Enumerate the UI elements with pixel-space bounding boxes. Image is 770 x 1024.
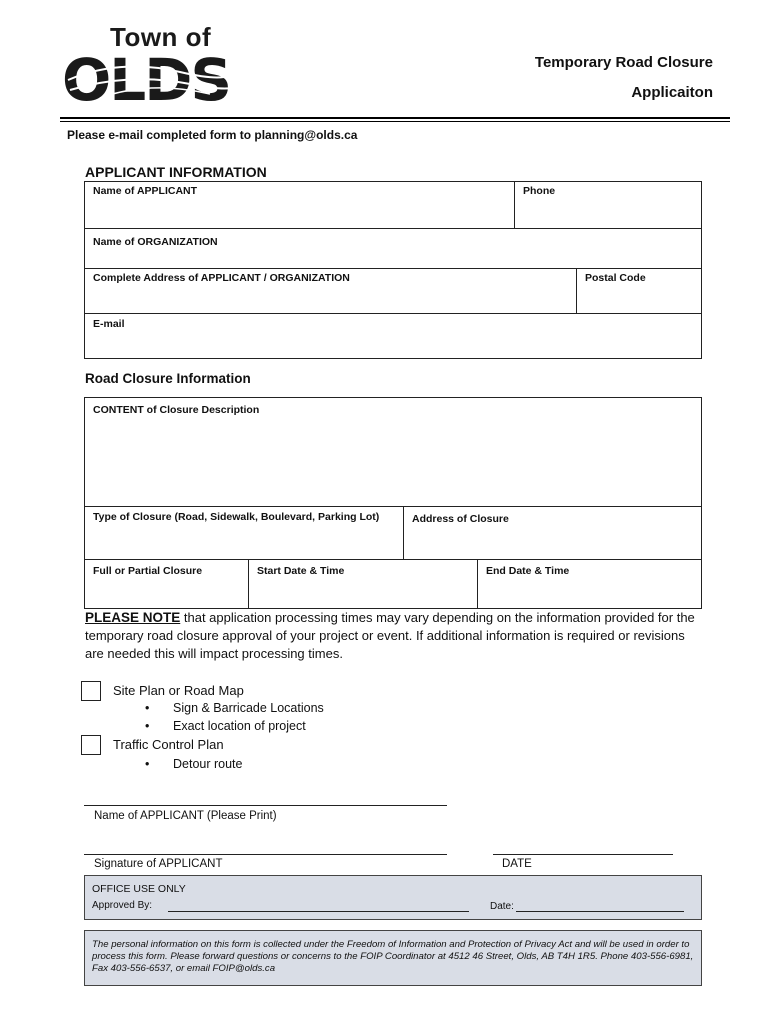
closure-description-label: CONTENT of Closure Description [93,404,260,416]
organization-label: Name of ORGANIZATION [93,236,218,248]
email-instruction: Please e-mail completed form to planning@olds.ca [67,128,358,142]
phone-field[interactable] [514,181,702,229]
approved-by-label: Approved By: [92,900,153,911]
closure-description-field[interactable] [84,397,702,507]
end-datetime-field[interactable] [477,559,702,609]
exact-location-item: Exact location of project [173,719,306,733]
closure-type-label: Type of Closure (Road, Sidewalk, Boulevard, Parking Lot) [93,511,380,523]
processing-note [85,609,705,663]
full-partial-label: Full or Partial Closure [93,565,203,577]
traffic-control-checkbox[interactable] [81,735,101,755]
logo-olds-text: OLDS [62,50,231,106]
applicant-name-label: Name of APPLICANT [93,185,198,197]
list-item: • [145,757,150,771]
header-divider [60,117,730,119]
applicant-info-heading: APPLICANT INFORMATION [85,164,267,180]
sign-barricade-item: Sign & Barricade Locations [173,701,324,715]
organization-field[interactable] [84,228,702,269]
approved-by-line[interactable] [168,911,469,912]
site-plan-label: Site Plan or Road Map [113,683,244,698]
town-of-olds-logo [60,50,240,106]
road-closure-heading: Road Closure Information [85,371,251,386]
logo-town-of-text: Town of [110,22,212,52]
email-label: E-mail [93,318,125,330]
office-date-line[interactable] [516,911,684,912]
applicant-name-field[interactable] [84,181,515,229]
office-date-label: Date: [490,901,514,912]
address-field[interactable] [84,268,577,314]
site-plan-checkbox[interactable] [81,681,101,701]
full-partial-field[interactable] [84,559,249,609]
office-use-box [84,875,702,920]
email-field[interactable] [84,313,702,359]
privacy-notice-text: The personal information on this form is collected under the Freedom of Information and Protection of Privacy Act and will be used in order to process this form. Please forward questions or concerns to the FOIP Coordinator at 4512 46 Street, Olds, AB T4H 1R5. Phone 403-556-6981, Fax 403-556-6537, or email FOIP@olds.ca [92,939,694,974]
start-datetime-label: Start Date & Time [257,565,345,577]
postal-code-label: Postal Code [585,272,646,284]
closure-type-field[interactable] [84,506,404,560]
list-item: • [145,701,150,715]
office-use-title: OFFICE USE ONLY [92,883,186,895]
closure-address-field[interactable] [403,506,702,560]
header-divider-thin [60,121,730,122]
date-label: DATE [502,858,532,870]
signature-label: Signature of APPLICANT [94,858,223,870]
detour-route-item: Detour route [173,757,243,771]
form-title-line1: Temporary Road Closure [534,54,713,71]
note-text: that application processing times may vary depending on the information provided for the temporary road closure approval of your project or event. If additional information is required or revisions are needed this will impact processing times. [85,610,695,661]
address-label: Complete Address of APPLICANT / ORGANIZATION [93,272,350,284]
signature-line[interactable] [84,854,447,855]
closure-address-label: Address of Closure [412,513,509,525]
date-line[interactable] [493,854,673,855]
form-title-line2: Applicaiton [631,84,713,101]
end-datetime-label: End Date & Time [486,565,570,577]
note-lead: PLEASE NOTE [85,610,181,625]
phone-label: Phone [523,185,556,197]
postal-code-field[interactable] [576,268,702,314]
list-item: • [145,719,150,733]
applicant-name-print-line[interactable] [84,805,447,806]
traffic-control-label: Traffic Control Plan [113,737,224,752]
start-datetime-field[interactable] [248,559,478,609]
applicant-name-print-label: Name of APPLICANT (Please Print) [94,810,277,822]
